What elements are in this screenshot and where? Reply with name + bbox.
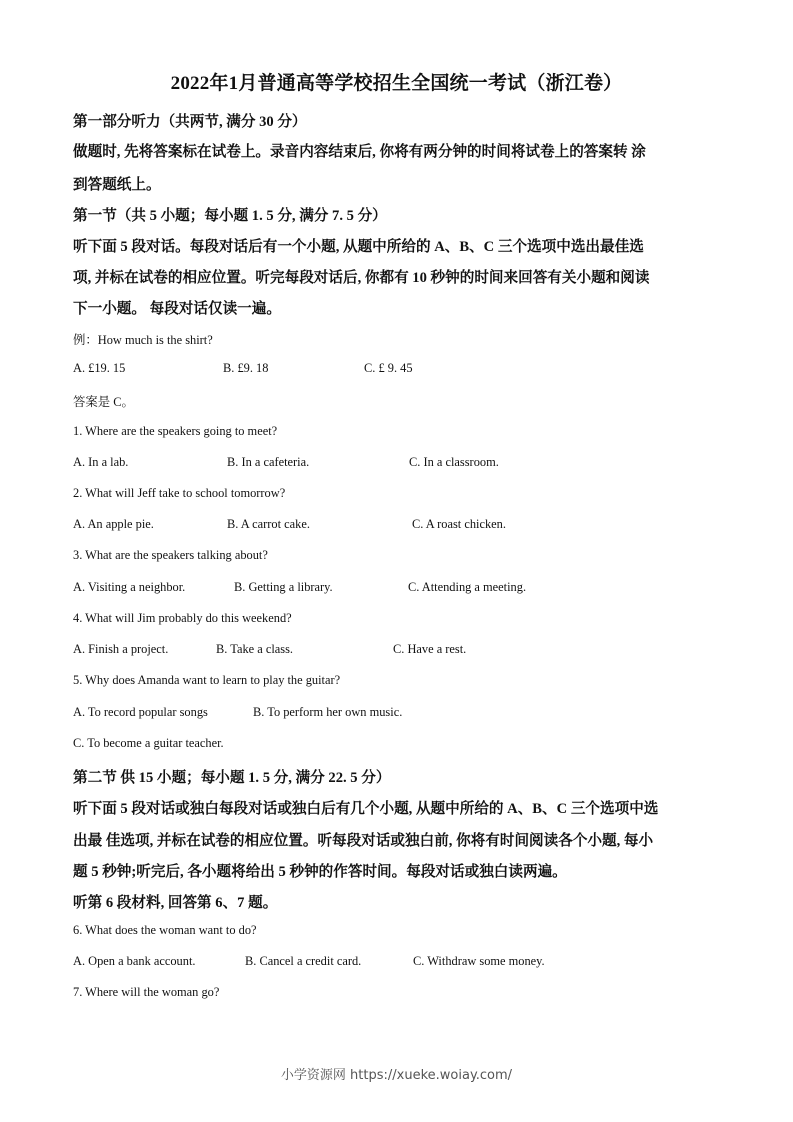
section1-heading: 第一节（共 5 小题；每小题 1. 5 分, 满分 7. 5 分） bbox=[73, 208, 387, 224]
option-b: B. Cancel a credit card. bbox=[245, 954, 362, 968]
option-a: A. Open a bank account. bbox=[73, 954, 196, 968]
option-c: C. Withdraw some money. bbox=[413, 954, 545, 968]
footer-watermark: 小学资源网 https://xueke.woiay.com/ bbox=[280, 1068, 513, 1083]
example-option-c: C. £ 9. 45 bbox=[364, 361, 413, 375]
option-c: C. Have a rest. bbox=[393, 642, 467, 656]
question-1: 1. Where are the speakers going to meet? bbox=[73, 424, 278, 438]
example-option-b: B. £9. 18 bbox=[223, 361, 269, 375]
section2-instruction-2: 出最 佳选项, 并标在试卷的相应位置。听每段对话或独白前, 你将有时间阅读各个小题, 每小 bbox=[73, 833, 654, 849]
example-answer: 答案是 C。 bbox=[73, 395, 134, 409]
example-question: 例：How much is the shirt? bbox=[73, 333, 213, 347]
question-3: 3. What are the speakers talking about? bbox=[73, 548, 268, 562]
section2-instruction-3: 题 5 秒钟;听完后, 各小题将给出 5 秒钟的作答时间。每段对话或独白读两遍。 bbox=[73, 864, 567, 880]
option-b: B. Take a class. bbox=[216, 642, 294, 656]
option-a: A. An apple pie. bbox=[73, 517, 154, 531]
example-option-a: A. £19. 15 bbox=[73, 361, 126, 375]
section2-heading: 第二节 供 15 小题；每小题 1. 5 分, 满分 22. 5 分） bbox=[73, 770, 391, 786]
section1-instruction-3: 下一小题。 每段对话仅读一遍。 bbox=[73, 301, 281, 317]
part1-instruction-2: 到答题纸上。 bbox=[73, 177, 161, 193]
part1-heading: 第一部分听力（共两节, 满分 30 分） bbox=[73, 114, 307, 130]
option-c: C. In a classroom. bbox=[409, 455, 499, 469]
option-a: A. Finish a project. bbox=[73, 642, 169, 656]
question-2: 2. What will Jeff take to school tomorrow? bbox=[73, 486, 286, 500]
section1-instruction-1: 听下面 5 段对话。每段对话后有一个小题, 从题中所给的 A、B、C 三个选项中选出最佳选 bbox=[73, 239, 644, 255]
option-c: C. A roast chicken. bbox=[412, 517, 506, 531]
material-heading: 听第 6 段材料, 回答第 6、7 题。 bbox=[73, 895, 278, 911]
option-a: A. In a lab. bbox=[73, 455, 129, 469]
option-a: A. Visiting a neighbor. bbox=[73, 580, 186, 594]
option-b: B. In a cafeteria. bbox=[227, 455, 310, 469]
section1-instruction-2: 项, 并标在试卷的相应位置。听完每段对话后, 你都有 10 秒钟的时间来回答有关小题和阅读 bbox=[73, 270, 650, 286]
option-b: B. To perform her own music. bbox=[253, 705, 403, 719]
question-5-option-c: C. To become a guitar teacher. bbox=[73, 736, 224, 750]
question-4: 4. What will Jim probably do this weekend? bbox=[73, 611, 292, 625]
question-7: 7. Where will the woman go? bbox=[73, 985, 220, 999]
section2-instruction-1: 听下面 5 段对话或独白每段对话或独白后有几个小题, 从题中所给的 A、B、C 三个选项中选 bbox=[73, 801, 659, 817]
page-title: 2022年1月普通高等学校招生全国统一考试（浙江卷） bbox=[170, 73, 623, 94]
question-6: 6. What does the woman want to do? bbox=[73, 923, 257, 937]
question-5: 5. Why does Amanda want to learn to play the guitar? bbox=[73, 673, 341, 687]
option-c: C. Attending a meeting. bbox=[408, 580, 527, 594]
part1-instruction-1: 做题时, 先将答案标在试卷上。录音内容结束后, 你将有两分钟的时间将试卷上的答案转 涂 bbox=[73, 144, 646, 160]
option-b: B. Getting a library. bbox=[234, 580, 333, 594]
option-b: B. A carrot cake. bbox=[227, 517, 310, 531]
option-a: A. To record popular songs bbox=[73, 705, 208, 719]
